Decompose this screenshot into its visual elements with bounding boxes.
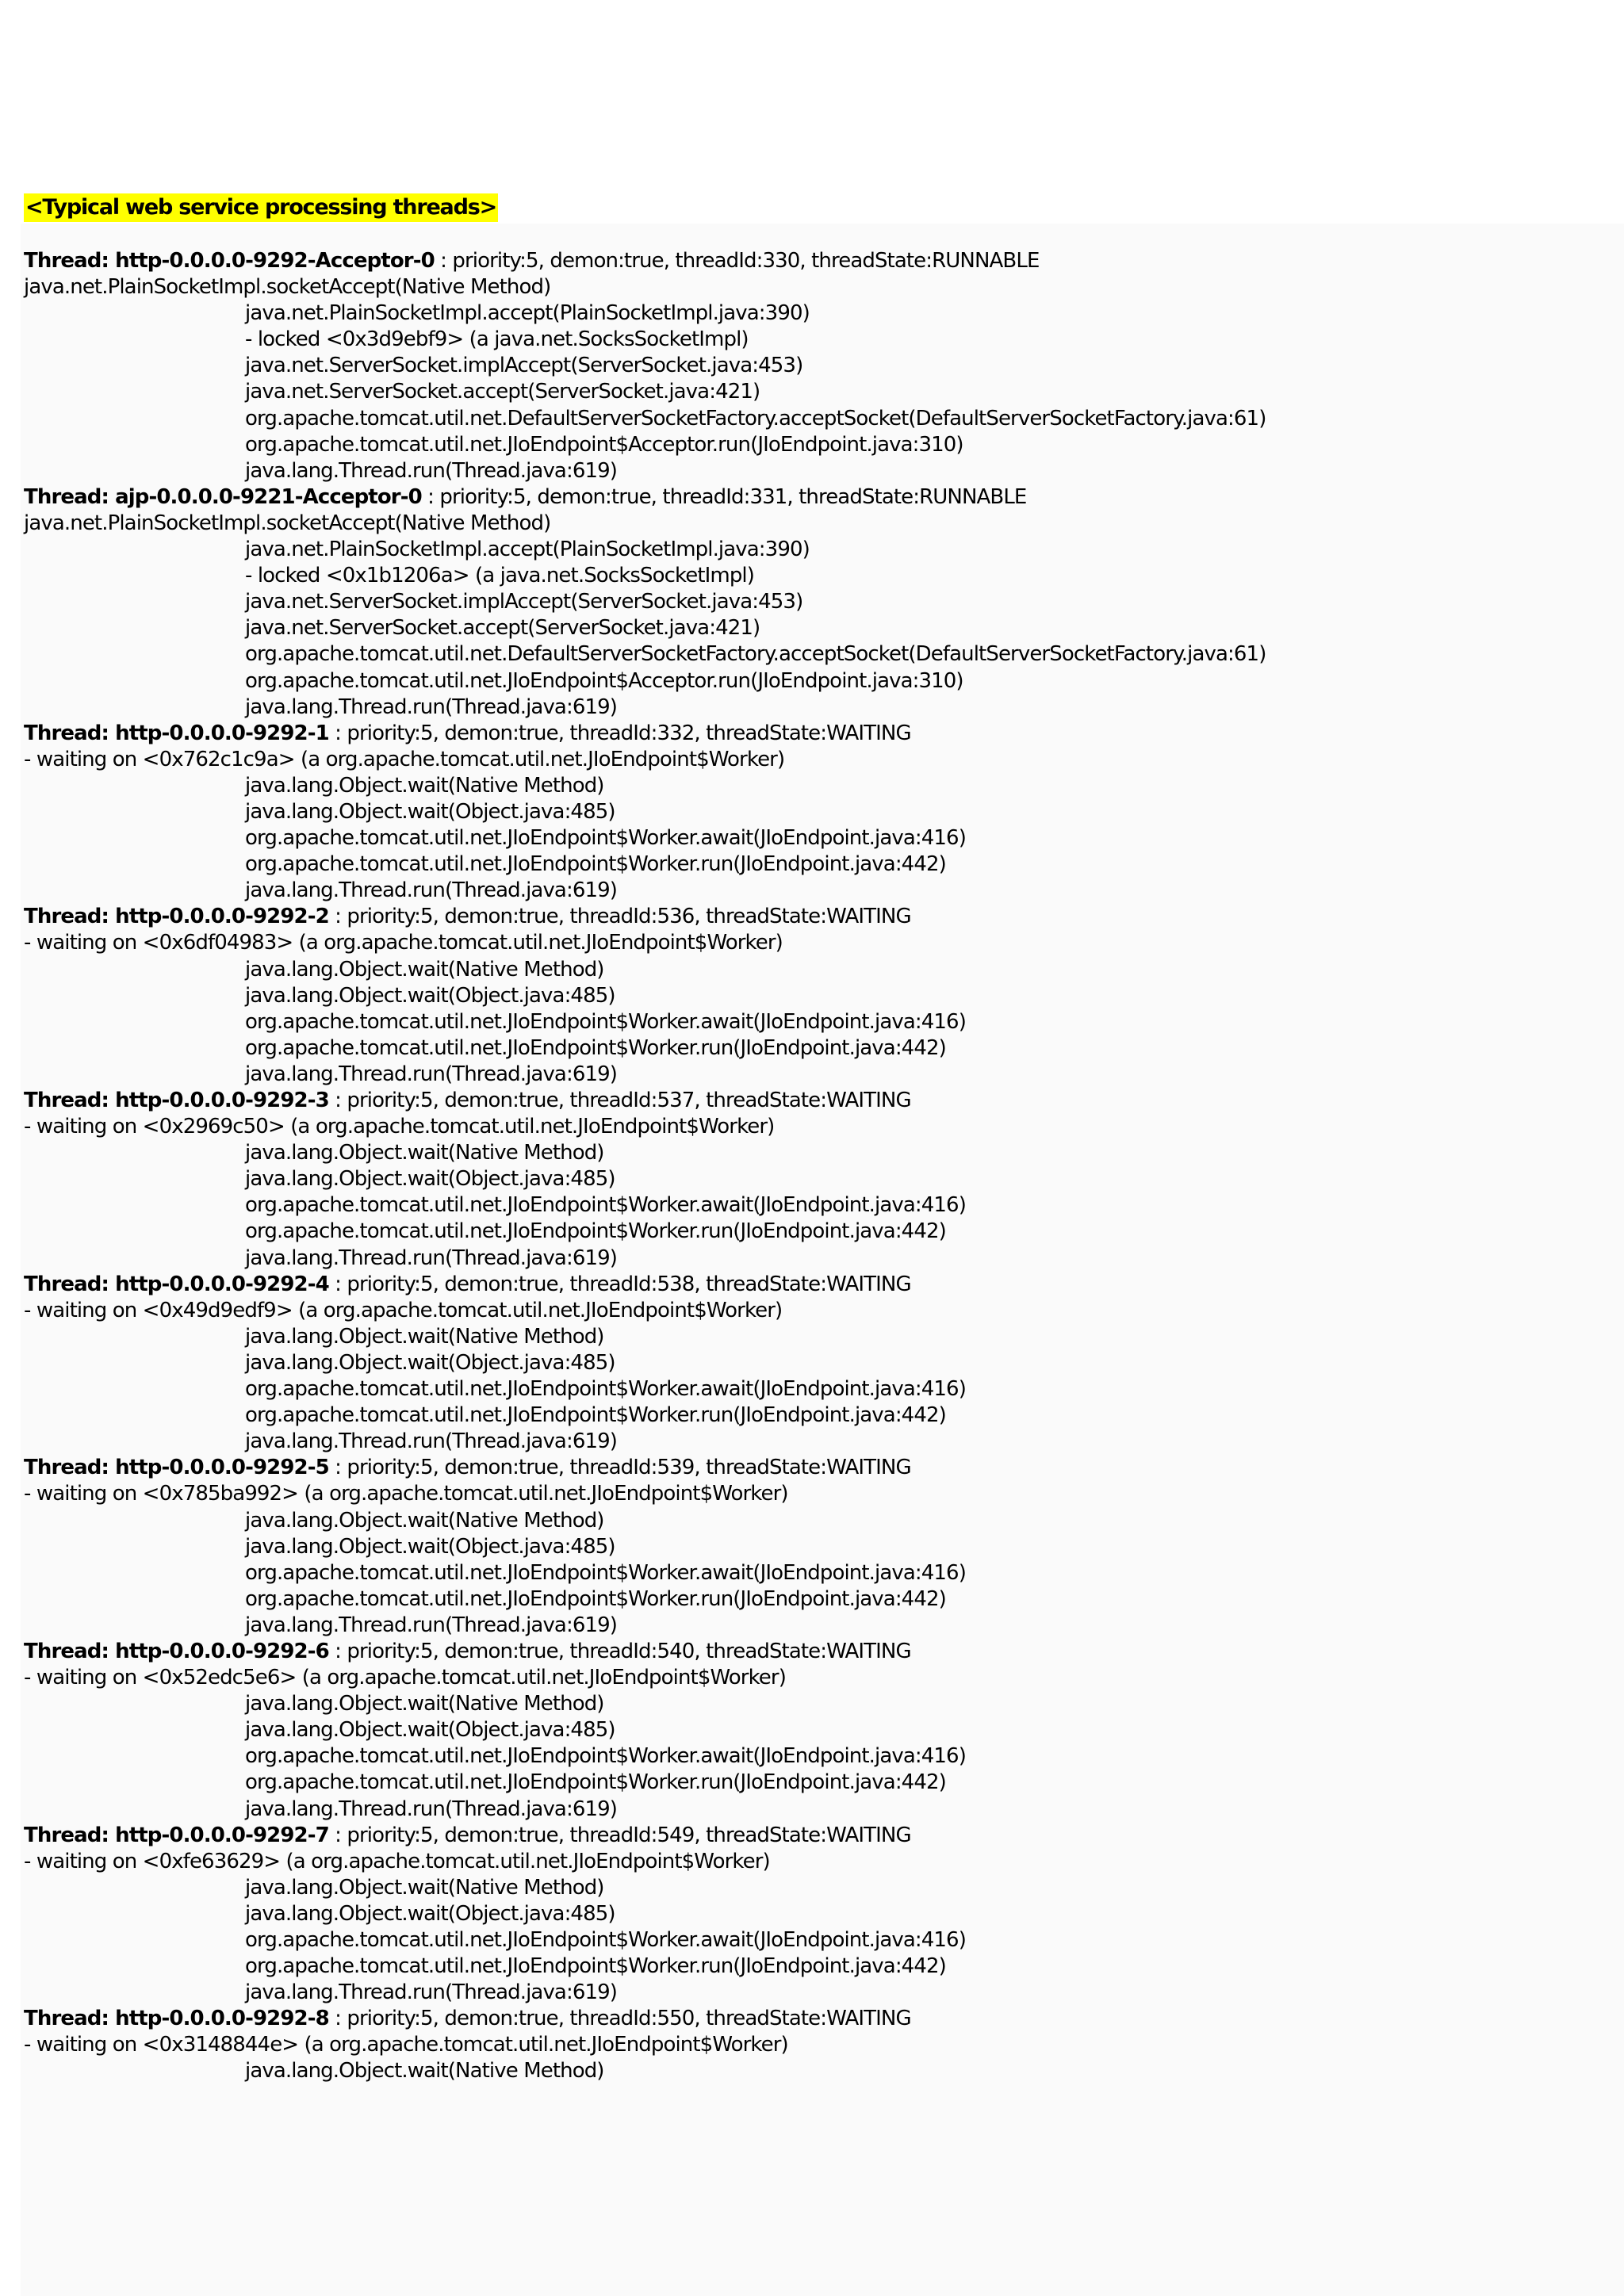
stack-frame: org.apache.tomcat.util.net.JIoEndpoint$Worker.run(JIoEndpoint.java:442) [245,1586,946,1611]
stack-frame: org.apache.tomcat.util.net.JIoEndpoint$Worker.run(JIoEndpoint.java:442) [245,1219,946,1244]
stack-frame: java.lang.Thread.run(Thread.java:619) [245,878,617,903]
stack-frame: - locked <0x3d9ebf9> (a java.net.SocksSocketImpl) [245,327,749,352]
thread-name: Thread: http-0.0.0.0-9292-5 [24,1456,329,1480]
stack-frame: java.lang.Thread.run(Thread.java:619) [245,1613,617,1637]
thread-name: Thread: http-0.0.0.0-9292-Acceptor-0 [24,249,435,273]
thread-header [24,1088,1610,1114]
stack-frame: java.lang.Thread.run(Thread.java:619) [245,1797,617,1821]
stack-frame: org.apache.tomcat.util.net.JIoEndpoint$Worker.await(JIoEndpoint.java:416) [245,1377,966,1402]
thread-header [24,2006,1610,2032]
stack-frame: org.apache.tomcat.util.net.JIoEndpoint$Worker.run(JIoEndpoint.java:442) [245,1403,946,1428]
stack-frame: java.lang.Object.wait(Native Method) [245,957,604,982]
stack-frame: java.lang.Object.wait(Object.java:485) [245,1350,615,1375]
thread-first-line: - waiting on <0x762c1c9a> (a org.apache.tomcat.util.net.JIoEndpoint$Worker) [24,747,785,771]
thread-first-line: - waiting on <0x6df04983> (a org.apache.tomcat.util.net.JIoEndpoint$Worker) [24,931,783,955]
stack-frame: java.lang.Object.wait(Object.java:485) [245,983,615,1008]
stack-frame: java.lang.Object.wait(Object.java:485) [245,1534,615,1559]
stack-frame: java.lang.Object.wait(Native Method) [245,1508,604,1533]
stack-frame: java.net.ServerSocket.accept(ServerSocket.java:421) [245,380,760,404]
stack-frame: java.net.PlainSocketImpl.accept(PlainSocketImpl.java:390) [245,538,810,562]
stack-frame: org.apache.tomcat.util.net.JIoEndpoint$Worker.await(JIoEndpoint.java:416) [245,1928,966,1952]
thread-info: : priority:5, demon:true, threadId:540, threadState:WAITING [328,1639,911,1663]
thread-header [24,721,1610,747]
stack-frame: org.apache.tomcat.util.net.JIoEndpoint$Worker.await(JIoEndpoint.java:416) [245,1193,966,1218]
thread-info: : priority:5, demon:true, threadId:549, threadState:WAITING [328,1823,911,1847]
thread-first-line: - waiting on <0x2969c50> (a org.apache.tomcat.util.net.JIoEndpoint$Worker) [24,1115,775,1139]
thread-name: Thread: http-0.0.0.0-9292-7 [24,1823,329,1847]
thread-first-line: - waiting on <0x52edc5e6> (a org.apache.tomcat.util.net.JIoEndpoint$Worker) [24,1666,786,1690]
stack-frame: java.lang.Thread.run(Thread.java:619) [245,1429,617,1454]
thread-header [24,1272,1610,1298]
stack-frame: java.net.ServerSocket.implAccept(ServerSocket.java:453) [245,354,803,378]
stack-frame: java.lang.Object.wait(Object.java:485) [245,1167,615,1192]
thread-header [24,1823,1610,1849]
stack-frame: java.lang.Object.wait(Native Method) [245,1324,604,1349]
stack-frame: java.lang.Thread.run(Thread.java:619) [245,695,617,719]
stack-frame: org.apache.tomcat.util.net.JIoEndpoint$Acceptor.run(JIoEndpoint.java:310) [245,432,963,457]
thread-info: : priority:5, demon:true, threadId:538, threadState:WAITING [328,1272,911,1296]
thread-name: Thread: ajp-0.0.0.0-9221-Acceptor-0 [24,484,422,509]
stack-frame: java.net.PlainSocketImpl.accept(PlainSocketImpl.java:390) [245,301,810,326]
thread-info: : priority:5, demon:true, threadId:331, threadState:RUNNABLE [421,484,1027,509]
thread-first-line: - waiting on <0x3148844e> (a org.apache.tomcat.util.net.JIoEndpoint$Worker) [24,2033,788,2057]
thread-header [24,1455,1610,1481]
thread-info: : priority:5, demon:true, threadId:330, threadState:RUNNABLE [434,249,1040,273]
stack-frame: org.apache.tomcat.util.net.JIoEndpoint$Worker.run(JIoEndpoint.java:442) [245,1035,946,1060]
thread-info: : priority:5, demon:true, threadId:539, threadState:WAITING [328,1456,911,1480]
stack-frame: org.apache.tomcat.util.net.JIoEndpoint$Acceptor.run(JIoEndpoint.java:310) [245,668,963,693]
stack-frame: java.lang.Object.wait(Object.java:485) [245,799,615,824]
stack-frame: org.apache.tomcat.util.net.JIoEndpoint$Worker.await(JIoEndpoint.java:416) [245,1009,966,1034]
thread-first-line: - waiting on <0x49d9edf9> (a org.apache.tomcat.util.net.JIoEndpoint$Worker) [24,1298,783,1322]
stack-frame: org.apache.tomcat.util.net.JIoEndpoint$Worker.await(JIoEndpoint.java:416) [245,1744,966,1769]
thread-info: : priority:5, demon:true, threadId:536, threadState:WAITING [328,905,911,929]
thread-info: : priority:5, demon:true, threadId:332, threadState:WAITING [328,721,911,745]
stack-frame: java.lang.Object.wait(Native Method) [245,2059,604,2084]
thread-info: : priority:5, demon:true, threadId:537, threadState:WAITING [328,1089,911,1112]
thread-header [24,904,1610,930]
stack-frame: org.apache.tomcat.util.net.JIoEndpoint$Worker.run(JIoEndpoint.java:442) [245,1770,946,1795]
thread-name: Thread: http-0.0.0.0-9292-6 [24,1639,329,1663]
stack-frame: java.lang.Thread.run(Thread.java:619) [245,458,617,483]
stack-frame: java.net.ServerSocket.implAccept(ServerSocket.java:453) [245,590,803,614]
stack-frame: java.lang.Thread.run(Thread.java:619) [245,1062,617,1086]
stack-frame: org.apache.tomcat.util.net.JIoEndpoint$Worker.await(JIoEndpoint.java:416) [245,826,966,851]
stack-frame: java.lang.Object.wait(Object.java:485) [245,1718,615,1743]
stack-frame: - locked <0x1b1206a> (a java.net.SocksSocketImpl) [245,564,754,588]
stack-frame: java.lang.Object.wait(Object.java:485) [245,1901,615,1926]
stack-frame: java.net.ServerSocket.accept(ServerSocket.java:421) [245,616,760,641]
thread-first-line: java.net.PlainSocketImpl.socketAccept(Native Method) [24,511,551,535]
stack-frame: org.apache.tomcat.util.net.JIoEndpoint$Worker.run(JIoEndpoint.java:442) [245,1954,946,1979]
thread-info: : priority:5, demon:true, threadId:550, threadState:WAITING [328,2007,911,2031]
stack-frame: org.apache.tomcat.util.net.DefaultServerSocketFactory.acceptSocket(DefaultServerSocketFactory.java:61) [245,642,1266,667]
thread-first-line: java.net.PlainSocketImpl.socketAccept(Native Method) [24,275,551,300]
thread-first-line: - waiting on <0x785ba992> (a org.apache.tomcat.util.net.JIoEndpoint$Worker) [24,1482,788,1506]
stack-frame: org.apache.tomcat.util.net.JIoEndpoint$Worker.run(JIoEndpoint.java:442) [245,852,946,877]
stack-frame: org.apache.tomcat.util.net.JIoEndpoint$Worker.await(JIoEndpoint.java:416) [245,1560,966,1585]
stack-frame: java.lang.Object.wait(Native Method) [245,773,604,798]
stack-frame: java.lang.Object.wait(Native Method) [245,1875,604,1900]
thread-name: Thread: http-0.0.0.0-9292-8 [24,2007,329,2031]
thread-header [24,248,1610,274]
thread-header [24,1639,1610,1665]
thread-header [24,484,1610,511]
thread-name: Thread: http-0.0.0.0-9292-1 [24,721,329,745]
stack-frame: org.apache.tomcat.util.net.DefaultServerSocketFactory.acceptSocket(DefaultServerSocketFactory.java:61) [245,406,1266,430]
section-heading: <Typical web service processing threads> [24,193,498,222]
thread-dump [24,248,1610,2085]
thread-name: Thread: http-0.0.0.0-9292-4 [24,1272,329,1296]
stack-frame: java.lang.Object.wait(Native Method) [245,1692,604,1716]
stack-frame: java.lang.Object.wait(Native Method) [245,1141,604,1165]
thread-name: Thread: http-0.0.0.0-9292-3 [24,1089,329,1112]
stack-frame: java.lang.Thread.run(Thread.java:619) [245,1246,617,1270]
stack-frame: java.lang.Thread.run(Thread.java:619) [245,1980,617,2005]
thread-name: Thread: http-0.0.0.0-9292-2 [24,905,329,929]
thread-first-line: - waiting on <0xfe63629> (a org.apache.tomcat.util.net.JIoEndpoint$Worker) [24,1849,770,1873]
